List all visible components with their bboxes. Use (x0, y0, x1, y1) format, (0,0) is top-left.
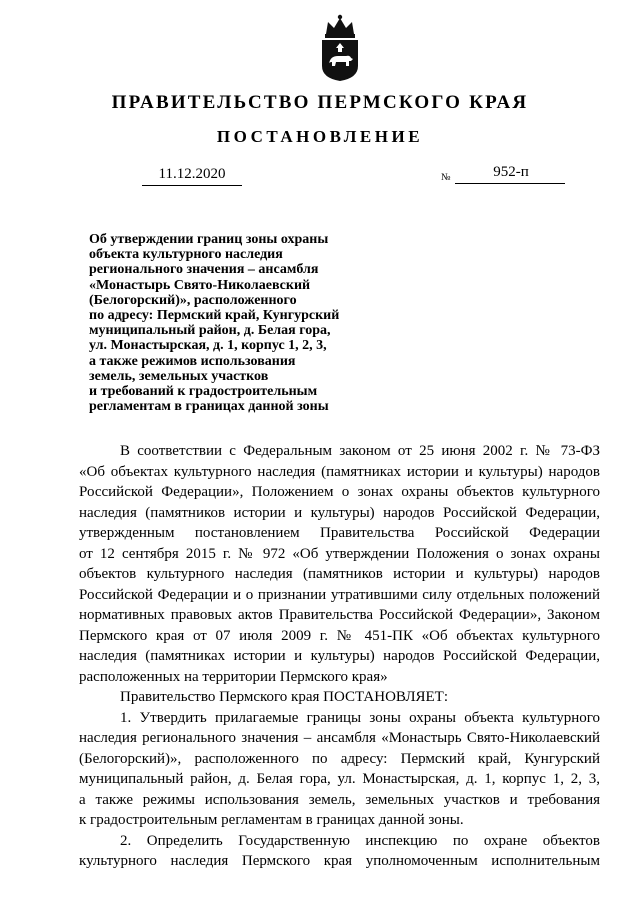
subject-line: «Монастырь Свято-Николаевский (89, 277, 311, 293)
subject-line: ул. Монастырская, д. 1, корпус 1, 2, 3, (89, 338, 327, 354)
body-line: культурного наследия Пермского края уполномоченным исполнительным (79, 853, 600, 869)
body-line: наследия (памятников истории и культуры) народов Российской Федерации, (79, 504, 600, 521)
government-title: ПРАВИТЕЛЬСТВО ПЕРМСКОГО КРАЯ (111, 92, 529, 113)
body-line: а также режимы использования земель, земельных участков и требования (79, 791, 600, 808)
body-line: (Белогорский)», расположенного по адресу: Пермский край, Кунгурский (79, 750, 600, 767)
bear-emblem-icon (318, 14, 362, 82)
body-line: муниципальный район, д. Белая гора, ул. Монастырская, д. 1, корпус 1, 2, 3, (79, 771, 600, 787)
document-body (79, 441, 600, 872)
body-line: Правительство Пермского края ПОСТАНОВЛЯЕТ: (120, 689, 449, 705)
body-line: 1. Утвердить прилагаемые границы зоны охраны объекта культурного (120, 709, 600, 726)
body-line: от 12 сентября 2015 г. № 972 «Об утверждении Положения о зонах охраны (79, 545, 600, 562)
document-type: ПОСТАНОВЛЕНИЕ (216, 127, 424, 146)
document-date: 11.12.2020 (158, 166, 226, 182)
body-line: объектов культурного наследия (памятников истории и культуры) народов (79, 566, 600, 582)
body-line: Пермского края от 07 июля 2009 г. № 451-ПК «Об объектах культурного (79, 627, 600, 644)
body-line: к градостроительным регламентам в границах данной зоны. (79, 812, 464, 828)
subject-line: по адресу: Пермский край, Кунгурский (89, 308, 340, 324)
subject-line: муниципальный район, д. Белая гора, (89, 323, 331, 339)
document-number: 952-п (493, 164, 529, 180)
subject-line: (Белогорский)», расположенного (89, 292, 297, 308)
subject-line: а также режимов использования (89, 353, 296, 369)
subject-line: и требований к градостроительным (89, 384, 318, 400)
subject-line: объекта культурного наследия (89, 247, 283, 263)
body-line: наследия регионального значения – ансамбля «Монастырь Свято-Николаевский (79, 730, 600, 746)
number-underline (455, 183, 565, 184)
coat-of-arms-emblem (318, 14, 362, 82)
subject-line: земель, земельных участков (89, 368, 269, 384)
body-line: наследия (памятниках истории и культуры) народов Российской Федерации, (79, 648, 600, 664)
body-line: «Об объектах культурного наследия (памятниках истории и культуры) народов (79, 463, 600, 480)
body-line: утвержденным постановлением Правительства Российской Федерации (79, 525, 600, 541)
body-line: Российской Федерации», Положением о зонах охраны объектов культурного (79, 484, 600, 500)
date-underline (142, 185, 242, 186)
body-line: расположенных на территории Пермского края» (79, 668, 388, 685)
number-label: № (441, 172, 451, 183)
subject-block (89, 232, 389, 414)
subject-line: Об утверждении границ зоны охраны (89, 232, 329, 247)
subject-line: регионального значения – ансамбля (89, 262, 319, 278)
body-line: В соответствии с Федеральным законом от 25 июня 2002 г. № 73-ФЗ (120, 443, 600, 459)
subject-line: регламентам в границах данной зоны (89, 399, 329, 415)
body-line: нормативных правовых актов Правительства Российской Федерации», Законом (79, 607, 600, 623)
body-line: 2. Определить Государственную инспекцию по охране объектов (120, 832, 600, 849)
body-line: Российской Федерации и о признании утратившими силу отдельных положений (79, 586, 600, 603)
